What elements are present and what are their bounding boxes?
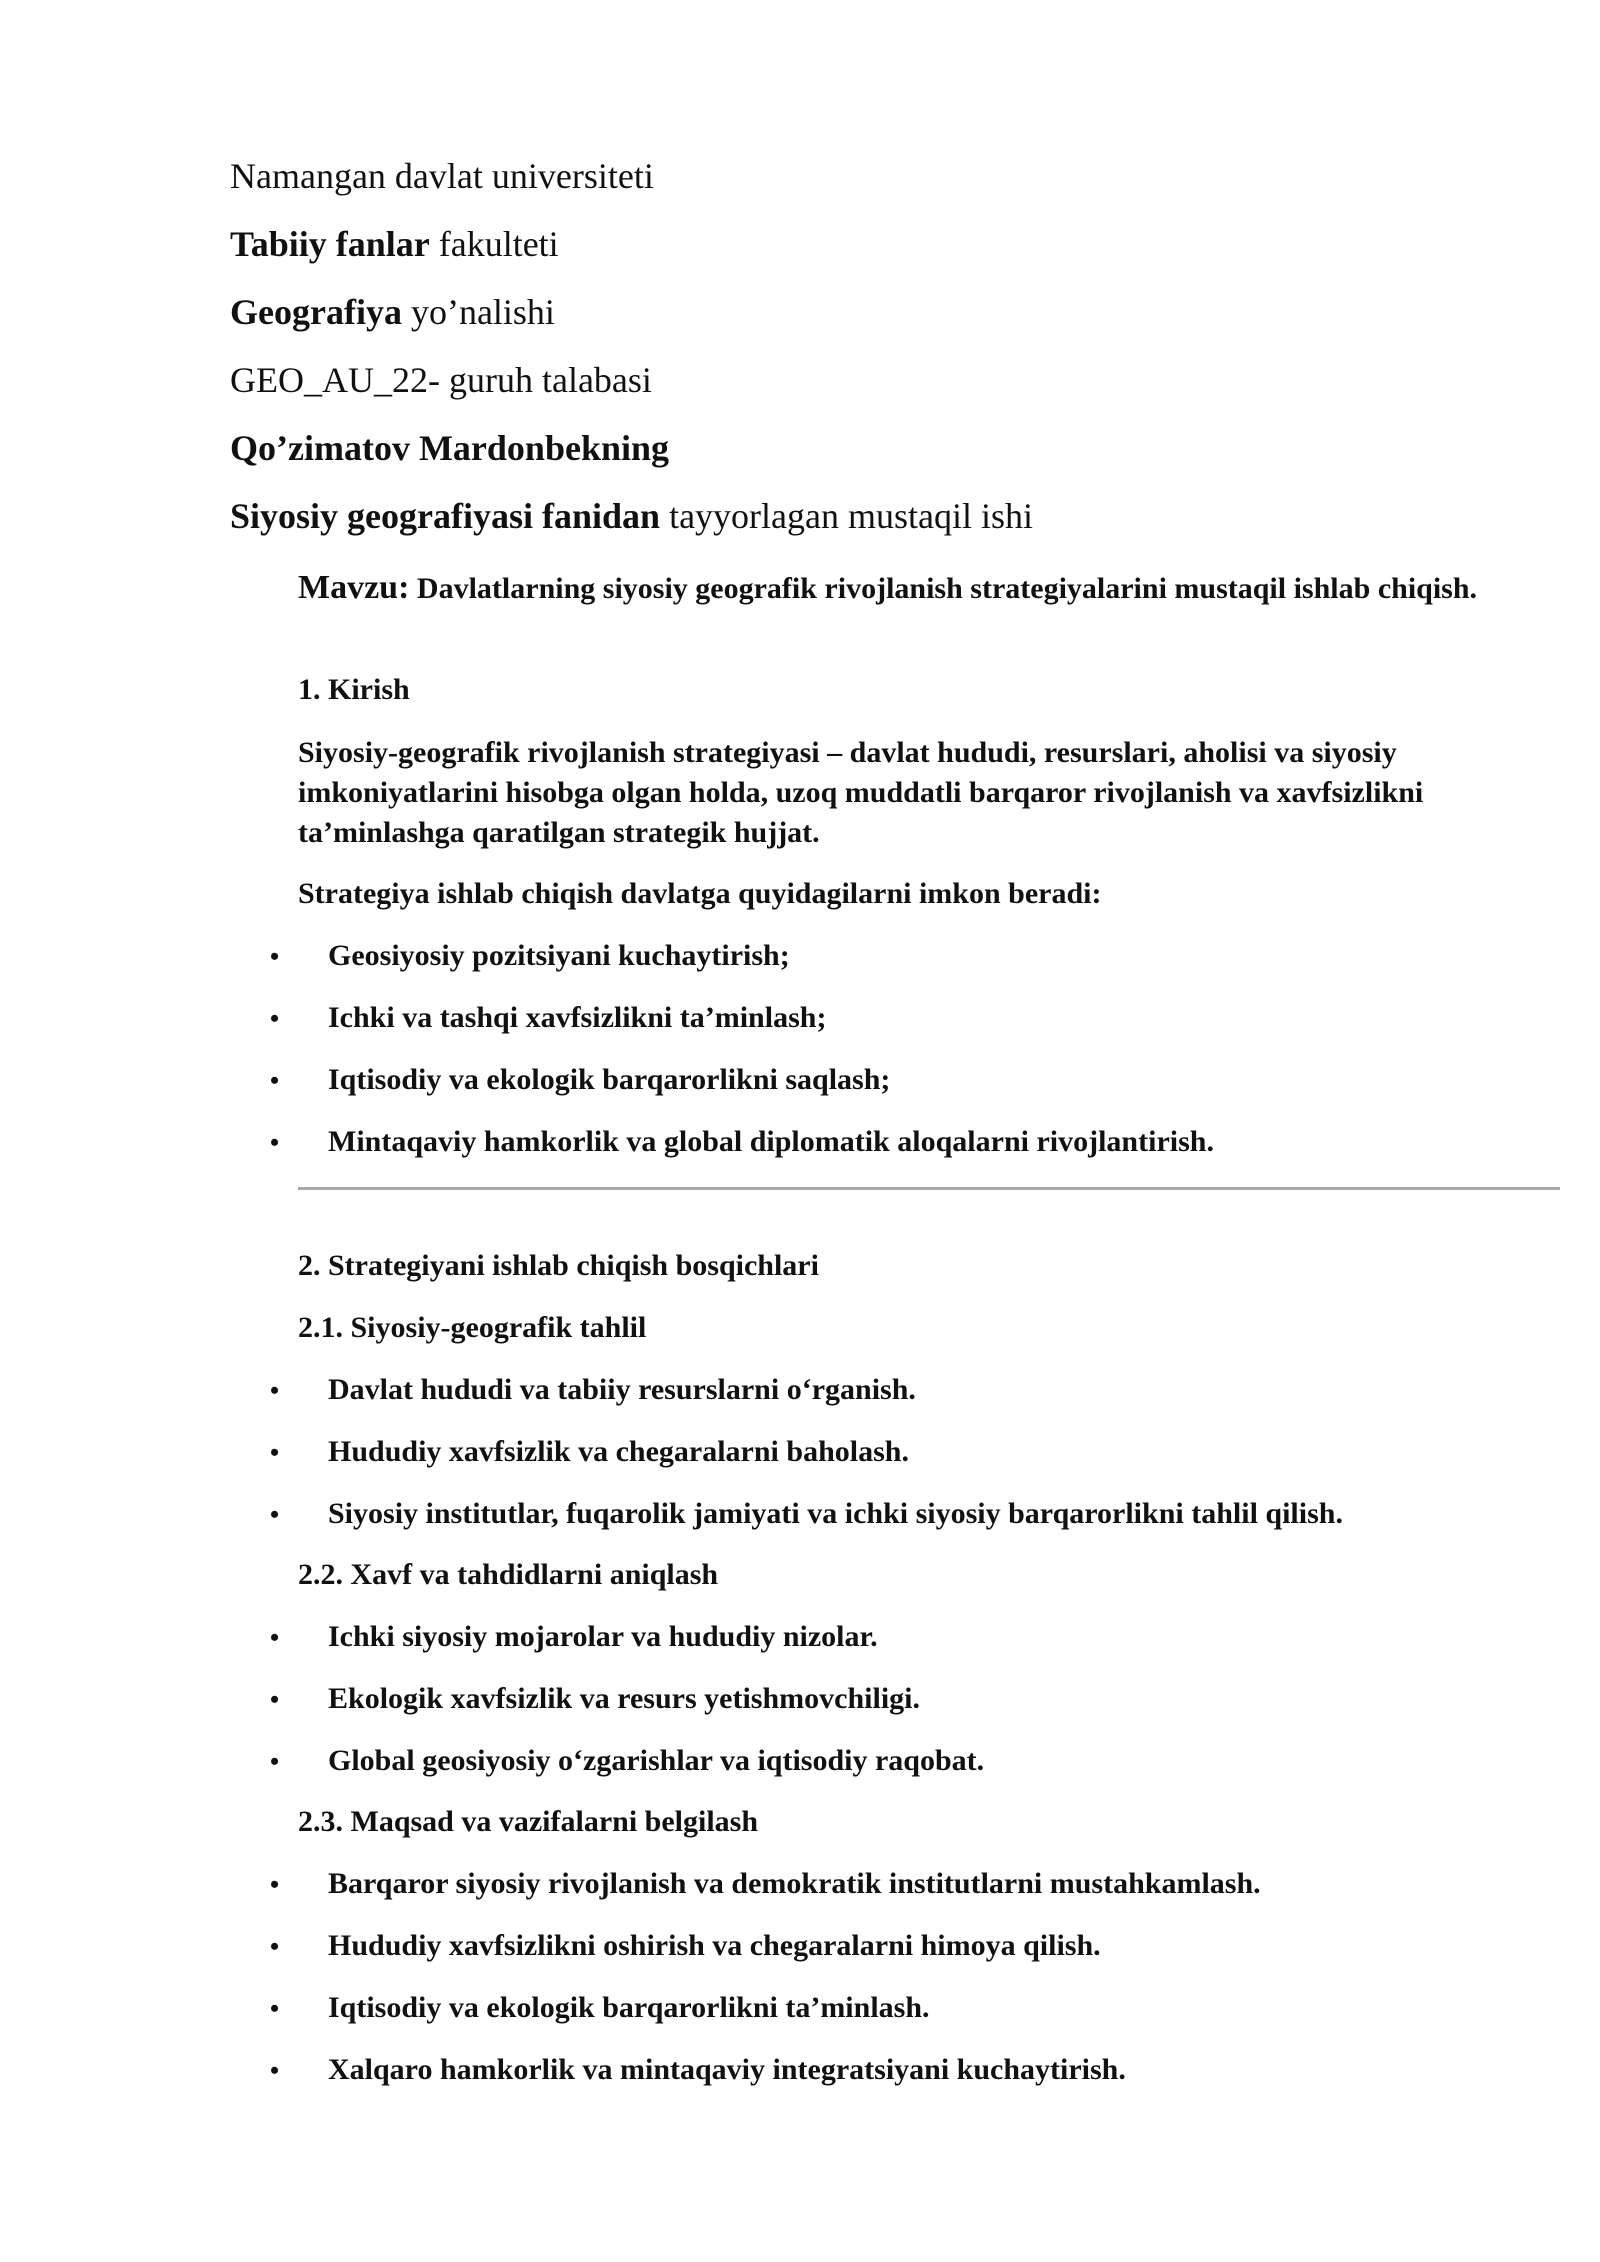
bullet-icon: • — [270, 1128, 280, 1157]
bullet-icon: • — [270, 1747, 280, 1776]
bullet-icon: • — [270, 2056, 280, 2085]
section-2-1-heading: 2.1. Siyosiy-geografik tahlil — [298, 1311, 647, 1344]
subject-line: Siyosiy geografiyasi fanidan tayyorlagan mustaqil ishi — [230, 496, 1033, 536]
section-2-3-heading: 2.3. Maqsad va vazifalarni belgilash — [298, 1805, 759, 1838]
section-1-heading: 1. Kirish — [298, 673, 410, 706]
topic — [298, 568, 1538, 609]
list-item: • Iqtisodiy va ekologik barqarorlikni saqlash; — [270, 1060, 890, 1101]
list-item: • Mintaqaviy hamkorlik va global diplomatik aloqalarni rivojlantirish. — [270, 1122, 1214, 1163]
list-item: • Hududiy xavfsizlikni oshirish va chegaralarni himoya qilish. — [270, 1926, 1101, 1967]
list-item: • Davlat hududi va tabiiy resurslarni o‘rganish. — [270, 1370, 916, 1411]
list-item: • Siyosiy institutlar, fuqarolik jamiyati va ichki siyosiy barqarorlikni tahlil qilish. — [270, 1494, 1343, 1535]
horizontal-divider — [298, 1187, 1560, 1190]
student-name: Qo’zimatov Mardonbekning — [230, 428, 670, 468]
direction-line: Geografiya yo’nalishi — [230, 292, 555, 332]
bullet-icon: • — [270, 1932, 280, 1961]
bullet-icon: • — [270, 1376, 280, 1405]
list-item: • Geosiyosiy pozitsiyani kuchaytirish; — [270, 936, 790, 977]
bullet-icon: • — [270, 1500, 280, 1529]
bullet-icon: • — [270, 1685, 280, 1714]
list-item: • Ichki va tashqi xavfsizlikni ta’minlash; — [270, 998, 826, 1039]
topic-text: Davlatlarning siyosiy geografik rivojlanish strategiyalarini mustaqil ishlab chiqish. — [409, 572, 1478, 605]
list-item: • Ichki siyosiy mojarolar va hududiy nizolar. — [270, 1617, 878, 1658]
section-2-heading: 2. Strategiyani ishlab chiqish bosqichlari — [298, 1249, 819, 1282]
list-item: • Barqaror siyosiy rivojlanish va demokratik institutlarni mustahkamlash. — [270, 1864, 1261, 1905]
list-item: • Iqtisodiy va ekologik barqarorlikni ta’minlash. — [270, 1988, 930, 2029]
section-1-lead: Strategiya ishlab chiqish davlatga quyidagilarni imkon beradi: — [298, 877, 1102, 910]
group-line: GEO_AU_22- guruh talabasi — [230, 360, 652, 400]
list-item: • Global geosiyosiy o‘zgarishlar va iqtisodiy raqobat. — [270, 1741, 984, 1782]
bullet-icon: • — [270, 942, 280, 971]
list-item: • Hududiy xavfsizlik va chegaralarni baholash. — [270, 1432, 909, 1473]
bullet-icon: • — [270, 1870, 280, 1899]
bullet-icon: • — [270, 1438, 280, 1467]
bullet-icon: • — [270, 1994, 280, 2023]
list-item: • Ekologik xavfsizlik va resurs yetishmovchiligi. — [270, 1679, 920, 1720]
section-2-2-heading: 2.2. Xavf va tahdidlarni aniqlash — [298, 1558, 719, 1591]
list-item: • Xalqaro hamkorlik va mintaqaviy integratsiyani kuchaytirish. — [270, 2050, 1126, 2091]
university-name: Namangan davlat universiteti — [230, 156, 654, 196]
bullet-icon: • — [270, 1004, 280, 1033]
bullet-icon: • — [270, 1066, 280, 1095]
faculty-line: Tabiiy fanlar fakulteti — [230, 224, 559, 264]
bullet-icon: • — [270, 1623, 280, 1652]
section-1-definition: Siyosiy-geografik rivojlanish strategiyasi – davlat hududi, resurslari, aholisi va siyosiy imkoniyatlarini hisobga olgan holda, uzoq muddatli barqaror rivojlanish va xavfsizlikni ta’minlashga qaratilgan strategik hujjat. — [298, 736, 1424, 849]
topic-label: Mavzu: — [298, 569, 410, 606]
